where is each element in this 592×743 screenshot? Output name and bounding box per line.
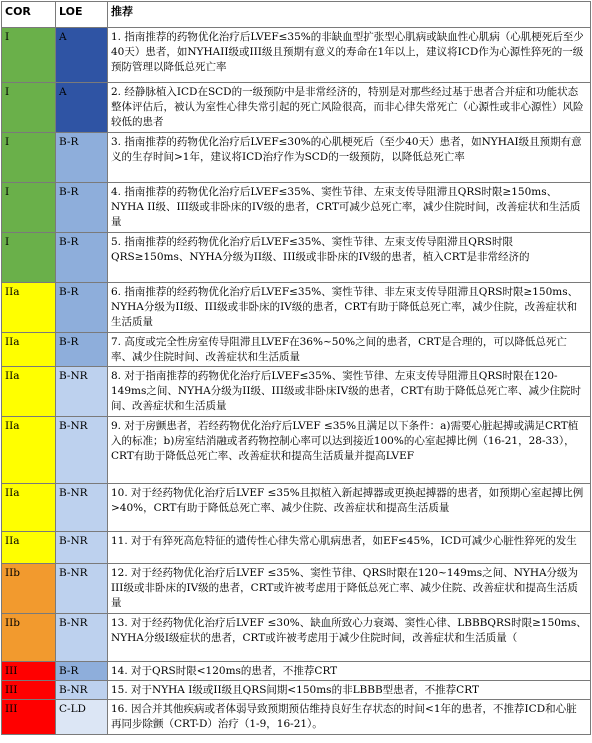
cor-cell: IIa [2,367,56,417]
loe-cell: C-LD [56,700,108,735]
cor-cell: IIb [2,564,56,614]
recommendation-cell: 5. 指南推荐的经药物优化治疗后LVEF≤35%、窦性节律、左束支传导阻滞且QRS时限QRS≥150ms、NYHA分级为II级、III级或非卧床的IV级的患者，植入CRT是非常经济的 [108,233,591,283]
cor-cell: III [2,681,56,700]
recommendation-cell: 7. 高度或完全性房室传导阻滞且LVEF在36%~50%之间的患者，CRT是合理的，可以降低总死亡率、减少住院时间、改善症状和生活质量 [108,333,591,367]
table-row [2,662,591,681]
loe-cell: B-NR [56,417,108,484]
loe-cell: B-NR [56,484,108,532]
cor-cell: III [2,662,56,681]
table-header-row [2,2,591,28]
recommendation-cell: 9. 对于房颤患者，若经药物优化治疗后LVEF ≤35%且满足以下条件：a)需要心脏起搏或满足CRT植入的标准；b)房室结消融或者药物控制心率可以达到接近100%的心室起搏比例（16-21，28-33），CRT有助于降低总死亡率、改善症状和提高生活质量并提高LVEF [108,417,591,484]
loe-cell: A [56,83,108,133]
cor-cell: I [2,233,56,283]
recommendation-cell: 4. 指南推荐的药物优化治疗后LVEF≤35%、窦性节律、左束支传导阻滞且QRS时限≥150ms、NYHA II级、III级或非卧床的IV级的患者，CRT可减少总死亡率，减少住院时间，改善症状和生活质量 [108,183,591,233]
loe-cell: B-R [56,333,108,367]
loe-column-header: LOE [56,2,108,28]
table-row [2,28,591,83]
loe-cell: B-NR [56,532,108,564]
table-row [2,333,591,367]
cor-cell: IIb [2,614,56,662]
recommendation-cell: 10. 对于经药物优化治疗后LVEF ≤35%且拟植入新起搏器或更换起搏器的患者，如预期心室起搏比例>40%，CRT有助于降低总死亡率、减少住院、改善症状和提高生活质量 [108,484,591,532]
cor-cell: IIa [2,283,56,333]
recommendation-cell: 12. 对于经药物优化治疗后LVEF ≤35%、窦性节律、QRS时限在120~149ms之间、NYHA分级为III级或非卧床的IV级的患者，CRT或许被考虑用于降低总死亡率、减少住院、改善症状和提高生活质量 [108,564,591,614]
recommendation-cell: 6. 指南推荐的经药物优化治疗后LVEF≤35%、窦性节律、非左束支传导阻滞且QRS时限≥150ms、NYHA分级为II级、III级或非卧床的IV级的患者，CRT有助于降低总死亡率，减少住院，改善症状和生活质量 [108,283,591,333]
recommendation-cell: 1. 指南推荐的药物优化治疗后LVEF≤35%的非缺血型扩张型心肌病或缺血性心肌病（心肌梗死后至少40天）患者，如NYHAII级或III级且预期有意义的寿命在1年以上，建议将ICD作为心源性猝死的一级预防管理以降低总死亡率 [108,28,591,83]
table-row [2,283,591,333]
cor-cell: III [2,700,56,735]
recommendation-cell: 16. 因合并其他疾病或者体弱导致预期预估维持良好生存状态的时间<1年的患者，不推荐ICD和心脏再同步除颤（CRT-D）治疗（1-9，16-21）。 [108,700,591,735]
cor-cell: IIa [2,333,56,367]
recommendation-cell: 8. 对于指南推荐的药物优化治疗后LVEF≤35%、窦性节律、左束支传导阻滞且QRS时限在120-149ms之间、NYHA分级为II级、III级或非卧床IV级的患者，CRT有助于降低总死亡率、减少住院时间、改善症状和生活质量 [108,367,591,417]
table-row [2,532,591,564]
table-row [2,133,591,183]
loe-cell: B-NR [56,681,108,700]
loe-cell: B-R [56,133,108,183]
cor-cell: I [2,83,56,133]
recommendation-cell: 15. 对于NYHA I级或II级且QRS间期<150ms的非LBBB型患者，不推荐CRT [108,681,591,700]
recommendation-table [1,1,591,735]
cor-cell: IIa [2,417,56,484]
loe-cell: B-R [56,283,108,333]
table-row [2,367,591,417]
table-row [2,484,591,532]
recommendation-cell: 11. 对于有猝死高危特征的遗传性心律失常心肌病患者，如EF≤45%，ICD可减少心脏性猝死的发生 [108,532,591,564]
loe-cell: A [56,28,108,83]
loe-cell: B-R [56,183,108,233]
table-row [2,700,591,735]
table-row [2,564,591,614]
table-row [2,681,591,700]
loe-cell: B-NR [56,614,108,662]
cor-cell: I [2,183,56,233]
loe-cell: B-R [56,662,108,681]
loe-cell: B-NR [56,564,108,614]
recommendation-cell: 3. 指南推荐的药物优化治疗后LVEF≤30%的心肌梗死后（至少40天）患者，如NYHAI级且预期有意义的生存时间>1年，建议将ICD治疗作为SCD的一级预防，以降低总死亡率 [108,133,591,183]
recommendation-cell: 2. 经静脉植入ICD在SCD的一级预防中是非常经济的，特别是对那些经过基于患者合并症和功能状态整体评估后，被认为室性心律失常引起的死亡风险很高，而非心律失常死亡（心源性或非心源性）风险较低的患者 [108,83,591,133]
cor-cell: I [2,133,56,183]
loe-cell: B-NR [56,367,108,417]
cor-cell: IIa [2,484,56,532]
recommendation-cell: 13. 对于经药物优化治疗后LVEF ≤30%、缺血所致心力衰竭、窦性心律、LBBBQRS时限≥150ms、NYHA分级I级症状的患者，CRT或许被考虑用于减少住院时间，改善症状和生活质量（ [108,614,591,662]
loe-cell: B-R [56,233,108,283]
table-body [2,28,591,735]
table-row [2,233,591,283]
recommendation-cell: 14. 对于QRS时限<120ms的患者，不推荐CRT [108,662,591,681]
table-row [2,614,591,662]
recommendation-column-header: 推荐 [108,2,591,28]
cor-cell: I [2,28,56,83]
table-row [2,417,591,484]
table-row [2,83,591,133]
cor-column-header: COR [2,2,56,28]
cor-cell: IIa [2,532,56,564]
table-row [2,183,591,233]
